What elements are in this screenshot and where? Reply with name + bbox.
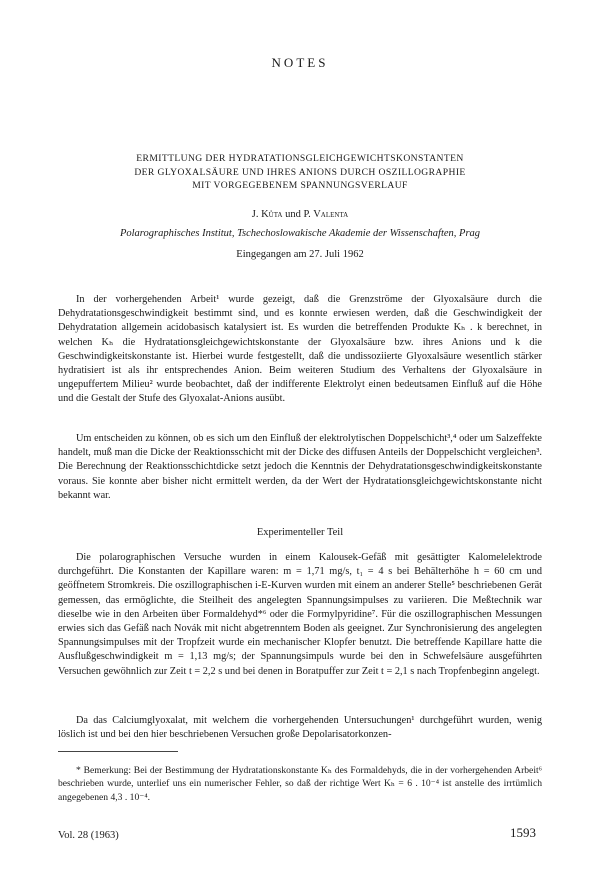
title-line-2: DER GLYOXALSÄURE UND IHRES ANIONS DURCH OSZILLOGRAPHIE	[134, 166, 466, 178]
title-line-3: MIT VORGEGEBENEM SPANNUNGSVERLAUF	[192, 180, 408, 191]
article-title	[70, 152, 530, 193]
paragraph-2: Um entscheiden zu können, ob es sich um den Einfluß der elektrolytischen Doppelschicht³,⁴ oder um Salzeffekte handelt, muß man die Dicke der Reaktionsschicht mit der Dicke des diffusen Anteils der Doppelschicht vergleichen³. Die Berechnung der Reaktionsschichtdicke setzt jedoch die Kenntnis der Dehydratationsgeschwindigkeitskonstante voraus. Sie konnte aber bisher nicht ermittelt werden, da der Wert der Hydratationsgleichgewichtskonstante nicht bekannt war.	[58, 433, 542, 501]
paragraph-4: Da das Calciumglyoxalat, mit welchem die vorhergehenden Untersuchungen¹ durchgeführt wurden, wenig löslich ist und bei den hier beschriebenen Versuchen große Depolarisatorkonzen-	[58, 715, 542, 741]
received-date: Eingegangen am 27. Juli 1962	[236, 249, 364, 260]
institute: Polarographisches Institut, Tschechoslowakische Akademie der Wissenschaften, Prag	[119, 228, 481, 239]
author-1: J. Kůta	[251, 209, 283, 220]
author-conjunction: und	[285, 209, 301, 220]
section-heading: NOTES	[271, 55, 329, 70]
paragraph-3: Die polarographischen Versuche wurden in einem Kalousek-Gefäß mit gesättigter Kalomelelektrode durchgeführt. Die Konstanten der Kapillare waren: m = 1,71 mg/s, t₁ = 4 s bei Behälterhöhe h = 60 cm und geöffnetem Stromkreis. Die oszillographischen i-E-Kurven wurden mit einem an anderer Stelle⁵ beschriebenen Gerät gemessen, das ermöglichte, die Steilheit des angelegten Spannungsimpulses zu variieren. Die Meßtechnik war dieselbe wie in den Arbeiten über Formaldehyd*⁶ oder die Formylpyridine⁷. Für die oszillographischen Messungen erwies sich das Gefäß nach Novák mit nicht abgetrenntem Boden als geeignet. Zur Synchronisierung des angelegten Spannungsimpulses mit der Tropfzeit wurde ein mechanischer Klopfer benutzt. Die betreffende Kapillare hatte die Ausflußgeschwindigkeit m = 1,13 mg/s; der Spannungsimpuls wurde bei den in Schwefelsäure ausgeführten Versuchen gewöhnlich zur Zeit t = 2,2 s und bei denen in Boratpuffer zur Zeit t = 2,1 s nach Tropfenbeginn angelegt.	[58, 552, 542, 677]
footnote: * Bemerkung: Bei der Bestimmung der Hydratationskonstante Kₕ des Formaldehyds, die in der vorhergehenden Arbeit⁶ beschrieben wurde, unterlief uns ein numerischer Fehler, so daß der richtige Wert Kₕ = 6 . 10⁻⁴ ist anstelle des irrtümlich angegebenen 4,3 . 10⁻⁴.	[58, 765, 542, 803]
title-line-1: ERMITTLUNG DER HYDRATATIONSGLEICHGEWICHTSKONSTANTEN	[136, 153, 464, 164]
footnote-divider	[58, 751, 178, 752]
journal-volume: Vol. 28 (1963)	[58, 830, 119, 841]
author-line	[0, 209, 600, 220]
author-2: P. Valenta	[303, 209, 349, 220]
page-number: 1593	[510, 825, 536, 840]
paragraph-1: In der vorhergehenden Arbeit¹ wurde gezeigt, daß die Grenzströme der Glyoxalsäure durch die Dehydratationsgeschwindigkeit bestimmt sind, und es konnte erwiesen werden, daß die Geschwindigkeit der Dehydratation allgemein acidobasisch katalysiert ist. Es wurden die betreffenden Produkte Kₕ . k berechnet, in welchen Kₕ die Hydratationsgleichgewichtskonstante der Glyoxalsäure bzw. ihres Anions und k die Geschwindigkeitskonstante ist. Hierbei wurde festgestellt, daß die undissoziierte Glyoxalsäure wesentlich stärker hydratisiert ist als ihr entsprechendes Anion. Beim weiteren Studium des Verhaltens der Glyoxalsäure in ungepuffertem Milieu² wurde beobachtet, daß der indifferente Elektrolyt einen bedeutsamen Einfluß auf die Höhe und die Gestalt der Stufe des Glyoxalat-Anions ausübt.	[58, 294, 542, 405]
subheading: Experimenteller Teil	[256, 527, 344, 538]
